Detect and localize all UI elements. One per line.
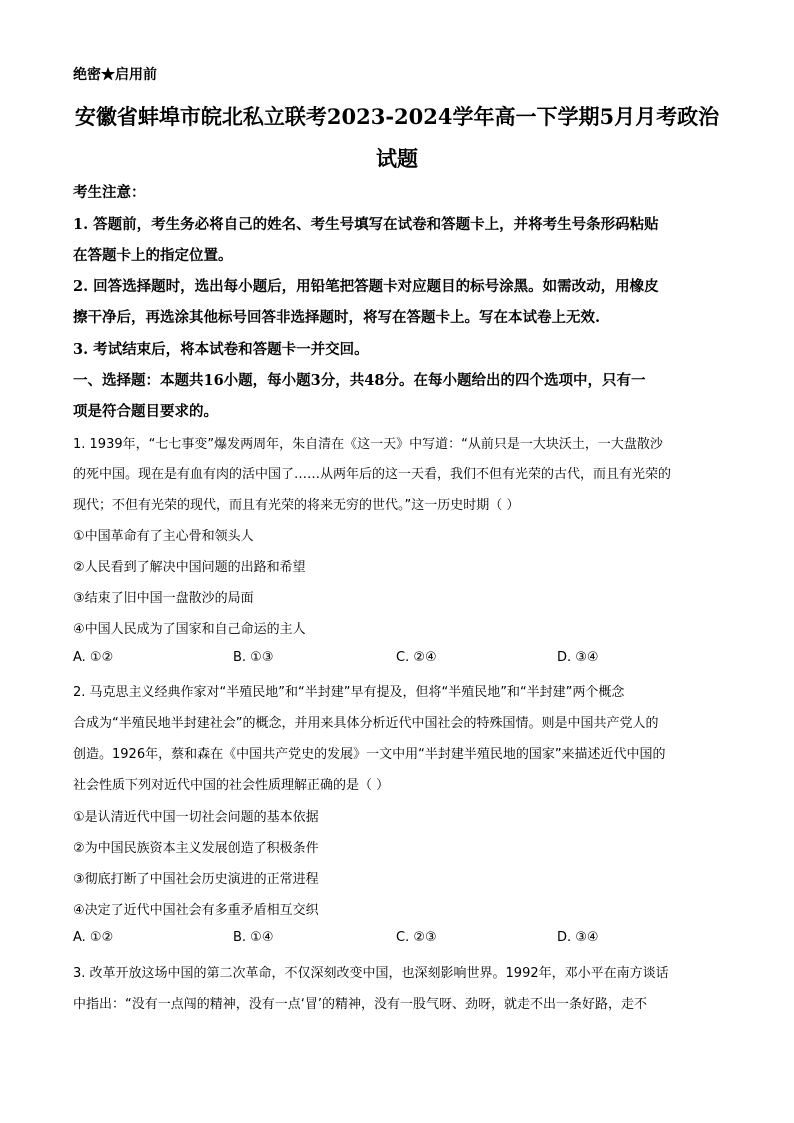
- q2-statement-4: ④决定了近代中国社会有多重矛盾相互交织: [73, 903, 319, 918]
- q1-statement-4: ④中国人民成为了国家和自己命运的主人: [73, 622, 306, 637]
- q1-option-a: A. ①②: [73, 650, 114, 665]
- q2-option-a: A. ①②: [73, 930, 114, 945]
- q1-stem-line-2: 的死中国。现在是有血有肉的活中国了……从两年后的这一天看，我们不但有光荣的古代，而且有光荣的: [73, 467, 672, 482]
- q1-statement-1: ①中国革命有了主心骨和领头人: [73, 529, 254, 544]
- q2-stem-line-4: 社会性质下列对近代中国的社会性质理解正确的是（ ）: [73, 778, 390, 793]
- title-line-2: 试题: [376, 146, 418, 171]
- q3-stem-line-1: 3. 改革开放这场中国的第二次革命，不仅深刻改变中国，也深刻影响世界。1992年，邓小平在南方谈话: [73, 966, 669, 981]
- q2-option-d: D. ③④: [557, 930, 599, 945]
- q1-option-d: D. ③④: [557, 650, 599, 665]
- page-title: [70, 96, 724, 180]
- notice-item-1-line-2: 在答题卡上的指定位置。: [73, 247, 233, 264]
- title-line-1: 安徽省蚌埠市皖北私立联考2023-2024学年高一下学期5月月考政治: [74, 104, 720, 129]
- notice-item-1-line-1: 1. 答题前，考生务必将自己的姓名、考生号填写在试卷和答题卡上，并将考生号条形码粘贴: [73, 216, 659, 233]
- q1-option-b: B. ①③: [233, 650, 274, 665]
- q3-stem-line-2: 中指出：“没有一点闯的精神，没有一点‘冒’的精神，没有一股气呀、劲呀，就走不出一条好路，走不: [73, 997, 648, 1012]
- section-heading-line-1: 一、选择题：本题共16小题，每小题3分，共48分。在每小题给出的四个选项中，只有一: [73, 372, 646, 389]
- q2-statement-3: ③彻底打断了中国社会历史演进的正常进程: [73, 872, 319, 887]
- section-heading-line-2: 项是符合题目要求的。: [73, 403, 218, 420]
- q1-stem-line-1: 1. 1939年，“七七事变”爆发两周年，朱自清在《这一天》中写道：“从前只是一大块沃土，一大盘散沙: [73, 437, 663, 452]
- notice-item-2-line-2: 擦干净后，再选涂其他标号回答非选择题时，将写在答题卡上。写在本试卷上无效.: [73, 309, 601, 326]
- q2-stem-line-1: 2. 马克思主义经典作家对“半殖民地”和“半封建”早有提及，但将“半殖民地”和“半封建”两个概念: [73, 685, 625, 700]
- q1-stem-line-3: 现代；不但有光荣的现代，而且有光荣的将来无穷的世代。”这一历史时期（ ）: [73, 498, 520, 513]
- confidential-label: 绝密★启用前: [73, 67, 157, 83]
- notice-heading: 考生注意：: [73, 184, 146, 201]
- notice-item-3: 3. 考试结束后，将本试卷和答题卡一并交回。: [73, 341, 369, 358]
- q1-statement-3: ③结束了旧中国一盘散沙的局面: [73, 591, 254, 606]
- q2-option-c: C. ②③: [396, 930, 437, 945]
- q2-statement-2: ②为中国民族资本主义发展创造了积极条件: [73, 841, 319, 856]
- q2-stem-line-3: 创造。1926年，蔡和森在《中国共产党史的发展》一文中用“半封建半殖民地的国家”来描述近代中国的: [73, 747, 666, 762]
- q1-statement-2: ②人民看到了解决中国问题的出路和希望: [73, 560, 306, 575]
- q2-option-b: B. ①④: [233, 930, 274, 945]
- q2-stem-line-2: 合成为“半殖民地半封建社会”的概念，并用来具体分析近代中国社会的特殊国情。则是中国共产党人的: [73, 716, 659, 731]
- q2-statement-1: ①是认清近代中国一切社会问题的基本依据: [73, 810, 319, 825]
- notice-item-2-line-1: 2. 回答选择题时，选出每小题后，用铅笔把答题卡对应题目的标号涂黑。如需改动，用橡皮: [73, 278, 659, 295]
- q1-option-c: C. ②④: [396, 650, 437, 665]
